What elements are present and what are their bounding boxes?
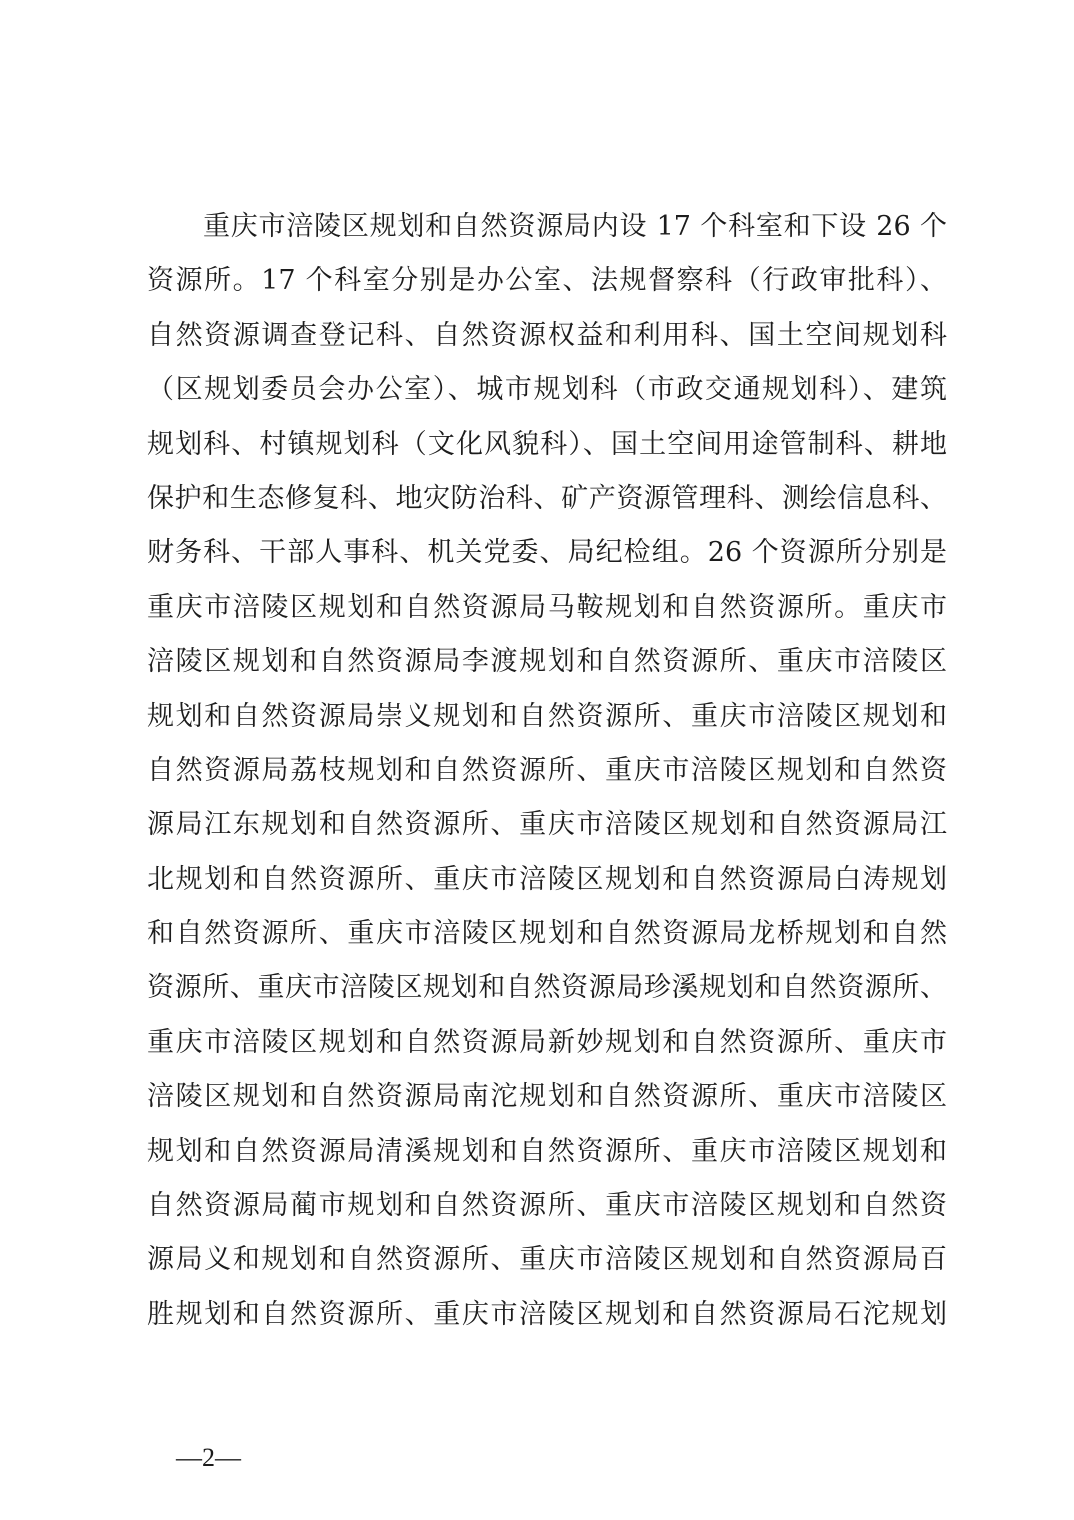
text-line-12: 源局江东规划和自然资源所、重庆市涪陵区规划和自然资源局江 bbox=[147, 809, 947, 841]
text-line-18: 规划和自然资源局清溪规划和自然资源所、重庆市涪陵区规划和 bbox=[147, 1135, 947, 1167]
body-text bbox=[147, 200, 947, 1342]
text-line-20: 源局义和规划和自然资源所、重庆市涪陵区规划和自然资源局百 bbox=[147, 1244, 947, 1276]
text-line-6: 保护和生态修复科、地灾防治科、矿产资源管理科、测绘信息科、 bbox=[147, 482, 947, 514]
text-line-14: 和自然资源所、重庆市涪陵区规划和自然资源局龙桥规划和自然 bbox=[147, 918, 947, 950]
text-line-3: 自然资源调查登记科、自然资源权益和利用科、国土空间规划科 bbox=[147, 319, 947, 351]
text-line-5: 规划科、村镇规划科（文化风貌科）、国土空间用途管制科、耕地 bbox=[147, 428, 947, 460]
text-line-1: 重庆市涪陵区规划和自然资源局内设 17 个科室和下设 26 个 bbox=[203, 211, 947, 242]
text-line-11: 自然资源局荔枝规划和自然资源所、重庆市涪陵区规划和自然资 bbox=[147, 754, 947, 786]
text-line-9: 涪陵区规划和自然资源局李渡规划和自然资源所、重庆市涪陵区 bbox=[147, 646, 947, 678]
text-line-19: 自然资源局蔺市规划和自然资源所、重庆市涪陵区规划和自然资 bbox=[147, 1190, 947, 1222]
text-line-13: 北规划和自然资源所、重庆市涪陵区规划和自然资源局白涛规划 bbox=[147, 863, 947, 895]
text-line-21: 胜规划和自然资源所、重庆市涪陵区规划和自然资源局石沱规划 bbox=[147, 1298, 947, 1330]
text-line-15: 资源所、重庆市涪陵区规划和自然资源局珍溪规划和自然资源所、 bbox=[147, 972, 947, 1004]
text-line-4: （区规划委员会办公室）、城市规划科（市政交通规划科）、建筑 bbox=[147, 374, 947, 406]
text-line-2: 资源所。17 个科室分别是办公室、法规督察科（行政审批科）、 bbox=[147, 265, 947, 297]
text-line-7: 财务科、干部人事科、机关党委、局纪检组。26 个资源所分别是 bbox=[147, 537, 947, 569]
text-line-8: 重庆市涪陵区规划和自然资源局马鞍规划和自然资源所。重庆市 bbox=[147, 591, 947, 623]
text-line-16: 重庆市涪陵区规划和自然资源局新妙规划和自然资源所、重庆市 bbox=[147, 1026, 947, 1058]
text-line-10: 规划和自然资源局崇义规划和自然资源所、重庆市涪陵区规划和 bbox=[147, 700, 947, 732]
text-line-17: 涪陵区规划和自然资源局南沱规划和自然资源所、重庆市涪陵区 bbox=[147, 1081, 947, 1113]
page-number: —2— bbox=[176, 1443, 241, 1472]
